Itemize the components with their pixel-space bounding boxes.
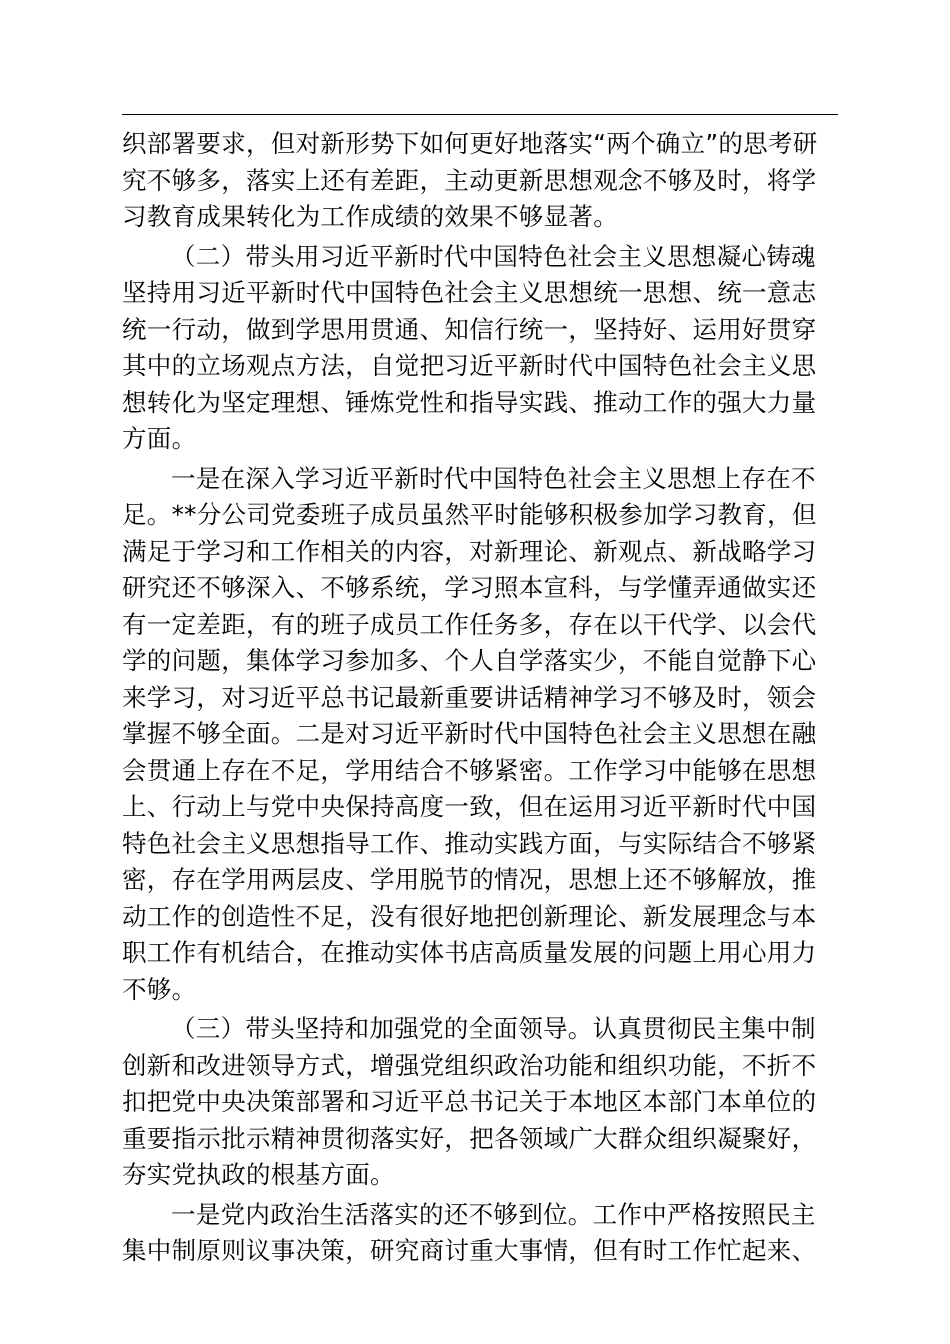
text-line: 方面。 (122, 424, 197, 453)
document-body (122, 126, 842, 1270)
text-line: 创新和改进领导方式，增强党组织政治功能和组织功能，不折不 (122, 1050, 817, 1080)
text-line: 究不够多，落实上还有差距，主动更新思想观念不够及时，将学 (122, 165, 817, 195)
section-heading-3: （三）带头坚持和加强党的全面领导。认真贯彻民主集中制 (171, 1014, 816, 1043)
text-line: 研究还不够深入、不够系统，学习照本宣科，与学懂弄通做实还 (122, 573, 817, 602)
text-line: 坚持用习近平新时代中国特色社会主义思想统一思想、统一意志 (122, 278, 817, 307)
text-line: 集中制原则议事决策，研究商讨重大事情，但有时工作忙起来、 (122, 1236, 817, 1265)
text-line: 织部署要求，但对新形势下如何更好地落实“两个确立”的思考研 (122, 129, 818, 158)
text-line: 上、行动上与党中央保持高度一致，但在运用习近平新时代中国 (122, 792, 817, 821)
text-line: 其中的立场观点方法，自觉把习近平新时代中国特色社会主义思 (122, 351, 817, 380)
text-line: 习教育成果转化为工作成绩的效果不够显著。 (122, 202, 618, 231)
paragraph-start: 一是在深入学习近平新时代中国特色社会主义思想上存在不 (171, 463, 816, 493)
text-line: 掌握不够全面。二是对习近平新时代中国特色社会主义思想在融 (122, 719, 817, 748)
text-line: 不够。 (122, 974, 197, 1004)
header-rule (122, 114, 838, 115)
text-line: 职工作有机结合，在推动实体书店高质量发展的问题上用心用力 (122, 938, 817, 967)
paragraph-start: 一是党内政治生活落实的还不够到位。工作中严格按照民主 (171, 1199, 816, 1229)
text-line: 重要指示批示精神贯彻落实好，把各领域广大群众组织凝聚好， (122, 1123, 817, 1153)
section-heading-2: （二）带头用习近平新时代中国特色社会主义思想凝心铸魂 (171, 241, 816, 271)
text-line: 有一定差距，有的班子成员工作任务多，存在以干代学、以会代 (122, 609, 817, 639)
text-line: 夯实党执政的根基方面。 (122, 1160, 395, 1189)
text-line: 足。**分公司党委班子成员虽然平时能够积极参加学习教育，但 (122, 500, 817, 529)
text-line: 动工作的创造性不足，没有很好地把创新理论、新发展理念与本 (122, 901, 817, 931)
text-line: 会贯通上存在不足，学用结合不够紧密。工作学习中能够在思想 (122, 755, 817, 785)
text-line: 密，存在学用两层皮、学用脱节的情况，思想上还不够解放，推 (122, 865, 817, 894)
text-line: 来学习，对习近平总书记最新重要讲话精神学习不够及时，领会 (122, 682, 817, 712)
text-line: 想转化为坚定理想、锤炼党性和指导实践、推动工作的强大力量 (122, 387, 817, 417)
text-line: 统一行动，做到学思用贯通、知信行统一，坚持好、运用好贯穿 (122, 314, 817, 344)
text-line: 扣把党中央决策部署和习近平总书记关于本地区本部门本单位的 (122, 1087, 817, 1116)
text-line: 满足于学习和工作相关的内容，对新理论、新观点、新战略学习 (122, 536, 817, 566)
text-line: 特色社会主义思想指导工作、推动实践方面，与实际结合不够紧 (122, 828, 817, 858)
text-line: 学的问题，集体学习参加多、个人自学落实少，不能自觉静下心 (122, 646, 817, 675)
